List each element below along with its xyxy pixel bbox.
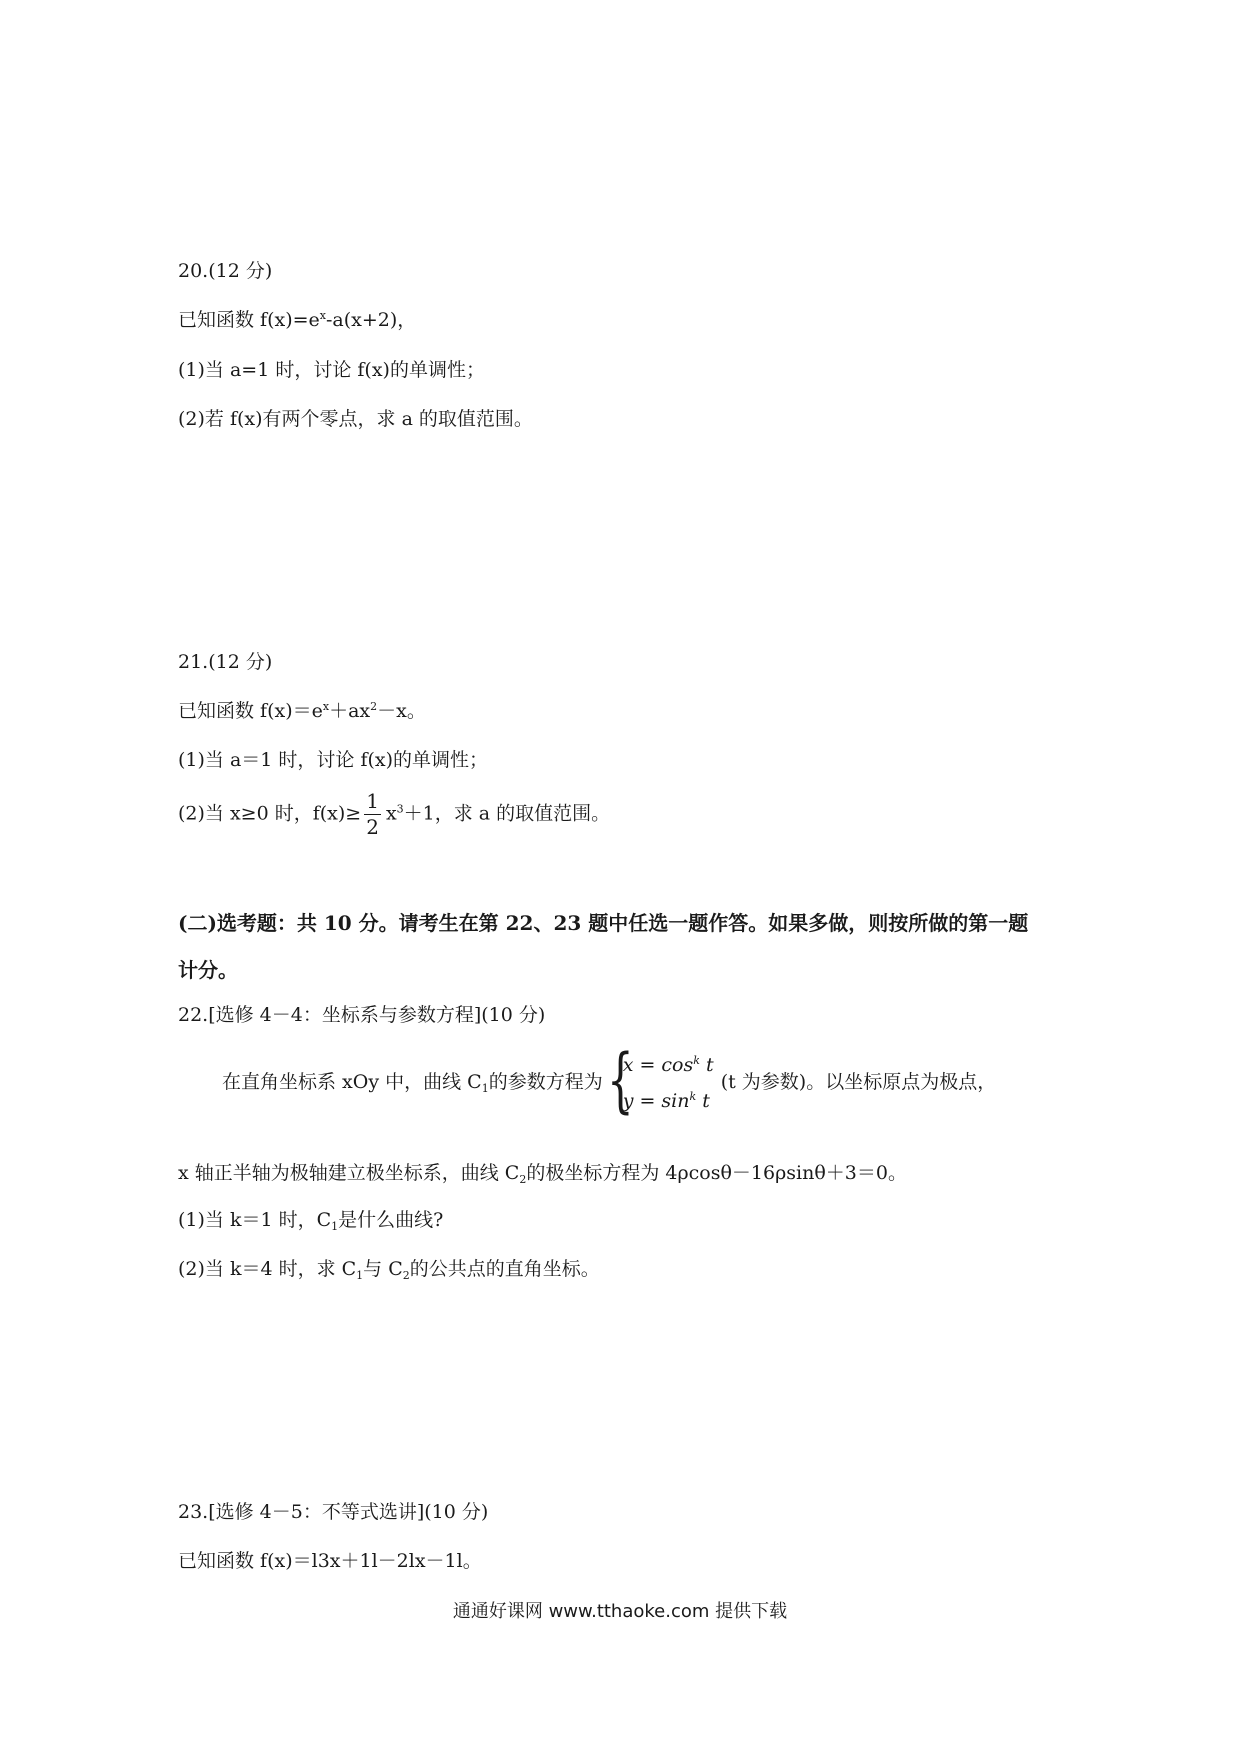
- eq-y: [623, 1092, 710, 1111]
- q22-line2: [178, 1162, 907, 1186]
- q22-part2: [178, 1258, 600, 1282]
- section2-line2-text: 计分。: [178, 958, 238, 982]
- q23-header: [178, 1503, 488, 1522]
- q21-part2-c: ＋1，求 a 的取值范围。: [403, 802, 611, 825]
- q20-part1-text: (1)当 a=1 时，讨论 f(x)的单调性；: [178, 359, 485, 381]
- q21-part2-sup: 3: [396, 802, 404, 816]
- q22-part2-b: 与 C: [363, 1258, 403, 1280]
- c2-subscript: 2: [519, 1173, 527, 1186]
- q22-header: [178, 1006, 545, 1025]
- parametric-system: [606, 1039, 715, 1121]
- q23-header-text: 23.[选修 4－5：不等式选讲](10 分): [178, 1501, 489, 1523]
- section2-line1-text: (二)选考题：共 10 分。请考生在第 22、23 题中任选一题作答。如果多做，则按所做的第一题: [178, 911, 1029, 935]
- q22-intro-c: (t 为参数)。以坐标原点为极点，: [720, 1071, 997, 1093]
- q23-stem-text: 已知函数 f(x)＝l3x＋1l－2lx－1l。: [178, 1550, 482, 1572]
- q20-header: [178, 262, 272, 281]
- q21-stem: [178, 702, 426, 721]
- q21-stem-c: －x。: [377, 700, 426, 722]
- q21-part2-b: x: [385, 802, 397, 825]
- q21-header-text: 21.(12 分): [178, 651, 273, 673]
- q22-part1: [178, 1209, 444, 1233]
- q22-header-text: 22.[选修 4－4：坐标系与参数方程](10 分): [178, 1004, 546, 1026]
- fraction-numerator: 1: [366, 789, 379, 813]
- q21-part1: [178, 751, 488, 770]
- q21-part2: [178, 790, 610, 839]
- q20-part1: [178, 361, 485, 380]
- eq-y-sup: k: [689, 1090, 697, 1103]
- q21-stem-sup-x: x: [322, 700, 330, 713]
- eq-x: [623, 1056, 714, 1075]
- q20-part2: [178, 410, 533, 429]
- q22-part2-c: 的公共点的直角坐标。: [409, 1258, 600, 1280]
- c1-subscript: 1: [481, 1082, 489, 1095]
- q20-stem-sup: x: [319, 309, 326, 322]
- one-half-fraction: [364, 790, 381, 839]
- q22-part1-b: 是什么曲线?: [338, 1209, 444, 1231]
- q22-part1-a: (1)当 k＝1 时，C: [178, 1209, 332, 1231]
- eq-x-a: x = cos: [622, 1054, 694, 1076]
- q22-intro-a: 在直角坐标系 xOy 中，曲线 C: [222, 1071, 482, 1093]
- eq-y-a: y = sin: [622, 1090, 690, 1112]
- fraction-denominator: 2: [366, 815, 379, 839]
- q20-header-text: 20.(12 分): [178, 260, 273, 282]
- section2-line1: [178, 913, 1028, 933]
- q21-part2-a: (2)当 x≥0 时，f(x)≥: [178, 802, 362, 825]
- q21-stem-b: ＋ax: [329, 700, 371, 722]
- eq-x-b: t: [699, 1054, 714, 1076]
- q20-stem-tail: -a(x+2)，: [326, 309, 417, 331]
- q22-line2-a: x 轴正半轴为极轴建立极坐标系，曲线 C: [178, 1162, 520, 1184]
- q23-stem: [178, 1552, 482, 1571]
- q22-intro-b: 的参数方程为: [488, 1071, 603, 1093]
- section2-line2: [178, 960, 238, 980]
- eq-x-sup: k: [693, 1054, 700, 1067]
- q21-stem-sup-2: 2: [370, 700, 378, 713]
- q22-part2-a: (2)当 k＝4 时，求 C: [178, 1258, 357, 1280]
- page-footer: 通通好课网 www.tthaoke.com 提供下载: [452, 1601, 788, 1622]
- q21-part1-text: (1)当 a＝1 时，讨论 f(x)的单调性；: [178, 749, 489, 771]
- q22-part2-sub1: 1: [356, 1269, 364, 1282]
- q20-stem: [178, 311, 416, 330]
- q22-part1-sub: 1: [331, 1220, 339, 1233]
- left-brace-icon: {: [606, 1039, 634, 1121]
- q22-part2-sub2: 2: [402, 1269, 410, 1282]
- q20-stem-text: 已知函数 f(x)=e: [178, 309, 320, 331]
- q22-intro: [222, 1039, 997, 1121]
- q21-stem-a: 已知函数 f(x)＝e: [178, 700, 323, 722]
- q21-header: [178, 653, 272, 672]
- q22-line2-b: 的极坐标方程为 4ρcosθ－16ρsinθ＋3＝0。: [526, 1162, 907, 1184]
- q20-part2-text: (2)若 f(x)有两个零点，求 a 的取值范围。: [178, 408, 533, 430]
- eq-y-b: t: [696, 1090, 710, 1112]
